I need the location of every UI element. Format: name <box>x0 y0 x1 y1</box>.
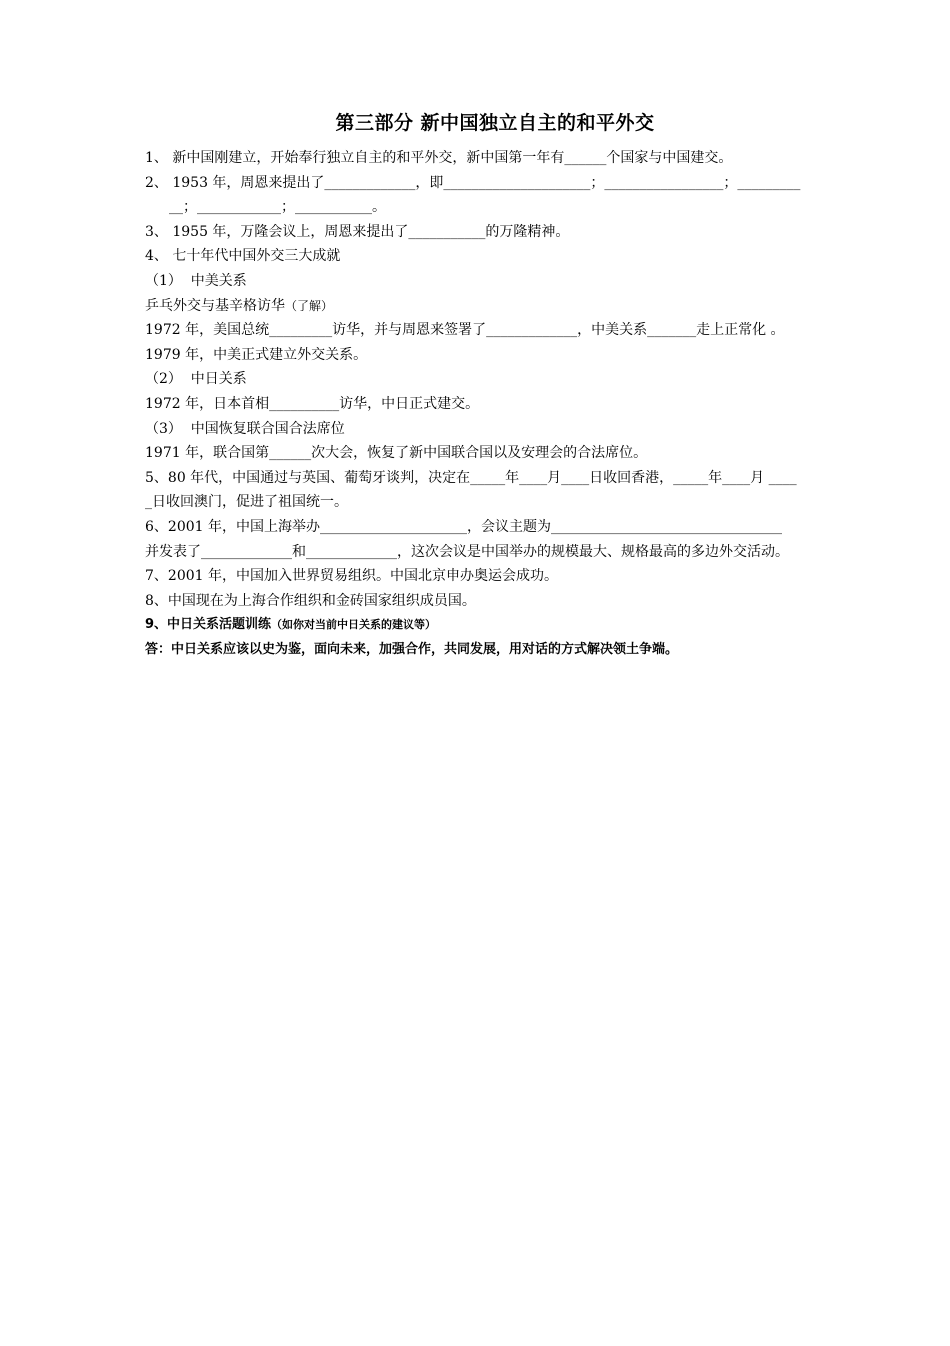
item-9-heading: 9、中日关系活题训练 <box>145 617 272 633</box>
understand-note: （了解） <box>285 298 334 313</box>
japan-1972-text: 1972 年，日本首相__________访华，中日正式建交。 <box>145 395 480 412</box>
document-page <box>145 108 845 662</box>
un-1971-text: 1971 年，联合国第______次大会，恢复了新中国联合国以及安理会的合法席位。 <box>145 445 648 462</box>
subsection-un-seat: （3） 中国恢复联合国合法席位 <box>145 420 345 437</box>
item-9-line <box>145 613 845 638</box>
item-6-continuation: 并发表了_____________和_____________，这次会议是中国举办的规模最大、规格最高的多边外交活动。 <box>145 543 789 560</box>
item-6-text: 6、2001 年，中国上海举办_____________________，会议主题为_________________________________ <box>145 518 782 535</box>
item-9-note: （如你对当前中日关系的建议等） <box>271 618 437 632</box>
us-1972-text: 1972 年，美国总统_________访华，并与周恩来签署了_____________，中美关系_______走上正常化 。 <box>145 322 785 339</box>
item-2-continuation: __；____________；___________。 <box>169 199 386 216</box>
item-3-text: 3、 1955 年，万隆会议上，周恩来提出了___________的万隆精神。 <box>145 223 570 240</box>
item-2-text: 2、 1953 年，周恩来提出了_____________，即_____________________；_________________；_________ <box>145 174 801 191</box>
subsection-us-relations: （1） 中美关系 <box>145 272 247 289</box>
item-5-continuation: _日收回澳门，促进了祖国统一。 <box>145 494 348 511</box>
answer-text: 答：中日关系应该以史为鉴，面向未来，加强合作，共同发展，用对话的方式解决领土争端。 <box>145 641 679 657</box>
item-4-heading: 4、 七十年代中国外交三大成就 <box>145 248 341 265</box>
ping-pong-diplomacy-text: 乒乓外交与基辛格访华 <box>145 297 285 314</box>
subsection-japan-relations: （2） 中日关系 <box>145 371 247 388</box>
item-8-text: 8、中国现在为上海合作组织和金砖国家组织成员国。 <box>145 592 476 609</box>
ping-pong-diplomacy-line <box>145 294 845 319</box>
page-title: 第三部分 新中国独立自主的和平外交 <box>335 112 655 134</box>
item-7-text: 7、2001 年，中国加入世界贸易组织。中国北京申办奥运会成功。 <box>145 568 558 585</box>
item-1-text: 1、 新中国刚建立，开始奉行独立自主的和平外交，新中国第一年有______个国家与中国建交。 <box>145 150 733 166</box>
us-1979-text: 1979 年，中美正式建立外交关系。 <box>145 346 368 363</box>
item-5-text: 5、80 年代，中国通过与英国、葡萄牙谈判，决定在_____年____月____日收回香港，_____年____月 ____ <box>145 469 797 486</box>
